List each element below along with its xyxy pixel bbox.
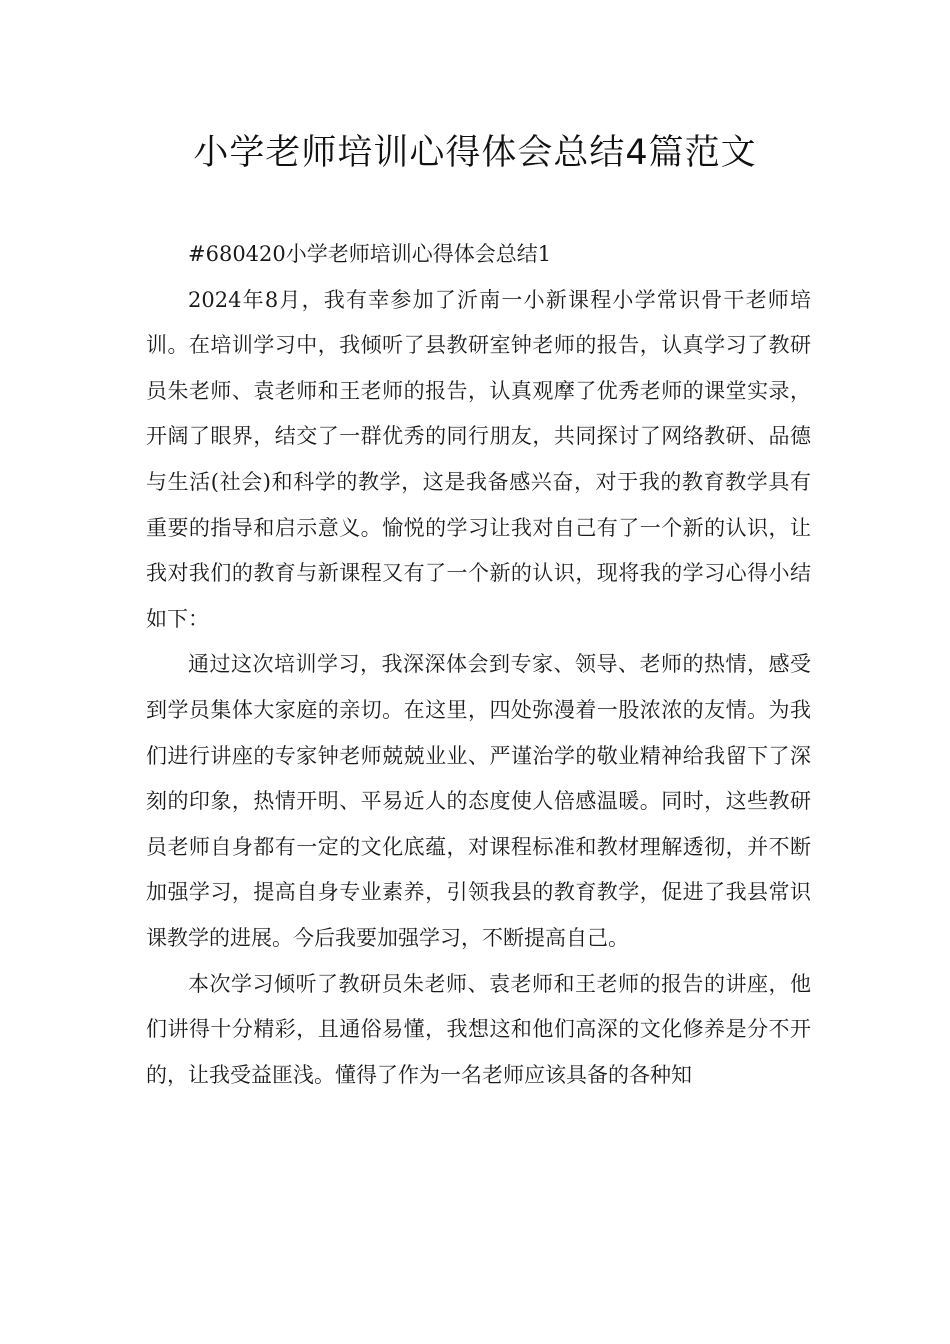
paragraph-1: 2024年8月，我有幸参加了沂南一小新课程小学常识骨干老师培训。在培训学习中，我倾听了县教研室钟老师的报告，认真学习了教研员朱老师、袁老师和王老师的报告，认真观摩了优秀老师的课堂实录，开阔了眼界，结交了一群优秀的同行朋友，共同探讨了网络教研、品德与生活(社会)和科学的教学，这是我备感兴奋，对于我的教育教学具有重要的指导和启示意义。愉悦的学习让我对自己有了一个新的认识，让我对我们的教育与新课程又有了一个新的认识，现将我的学习心得小结如下： (146, 287, 811, 631)
paragraph-3: 本次学习倾听了教研员朱老师、袁老师和王老师的报告的讲座，他们讲得十分精彩，且通俗易懂，我想这和他们高深的文化修养是分不开的，让我受益匪浅。懂得了作为一名老师应该具备的各种知 (146, 971, 811, 1087)
document-title: 小学老师培训心得体会总结4篇范文 (193, 133, 757, 173)
section-heading: #680420小学老师培训心得体会总结1 (188, 242, 552, 266)
paragraph-2: 通过这次培训学习，我深深体会到专家、领导、老师的热情，感受到学员集体大家庭的亲切。在这里，四处弥漫着一股浓浓的友情。为我们进行讲座的专家钟老师兢兢业业、严谨治学的敬业精神给我留下了深刻的印象，热情开明、平易近人的态度使人倍感温暖。同时，这些教研员老师自身都有一定的文化底蕴，对课程标准和教材理解透彻，并不断加强学习，提高自身专业素养，引领我县的教育教学，促进了我县常识课教学的进展。今后我要加强学习，不断提高自己。 (146, 652, 811, 950)
document-body (146, 232, 811, 1098)
